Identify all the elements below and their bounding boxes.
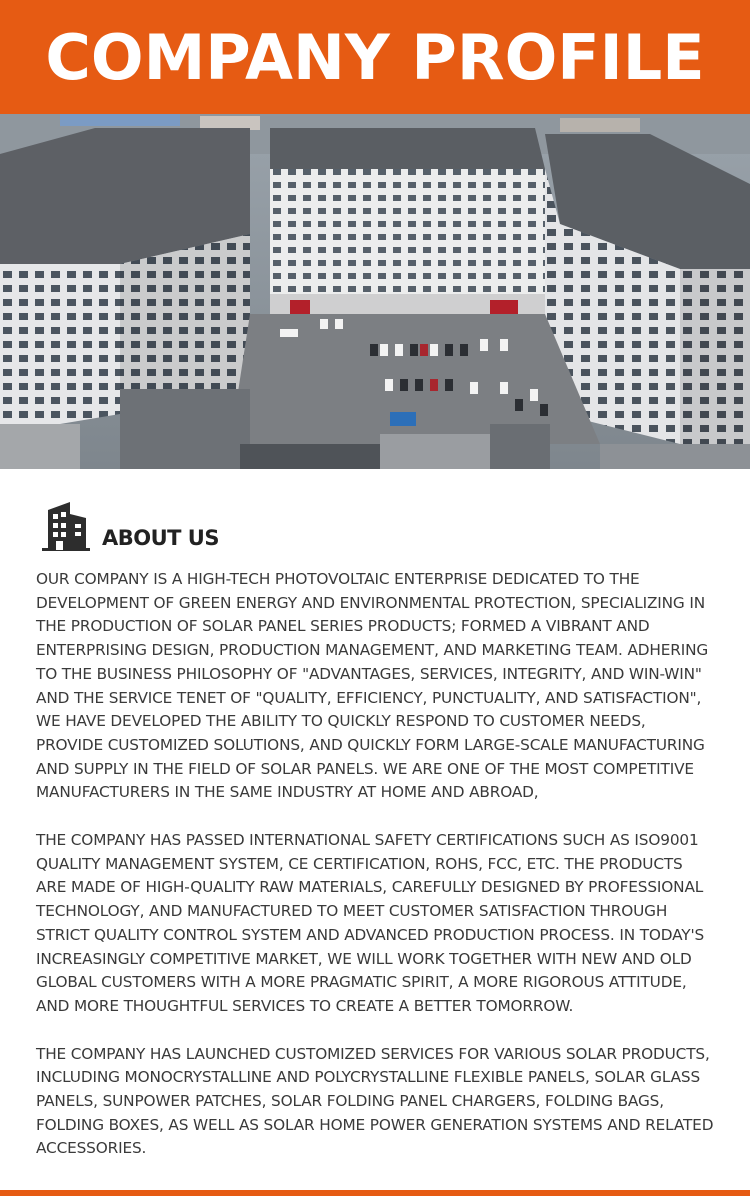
- page-title: COMPANY PROFILE: [45, 20, 705, 94]
- about-content: [36, 568, 716, 1185]
- about-paragraph-2: THE COMPANY HAS PASSED INTERNATIONAL SAFETY CERTIFICATIONS SUCH AS ISO9001 QUALITY MANAGEMENT SYSTEM, CE CERTIFICATION, ROHS, FCC, ETC. THE PRODUCTS ARE MADE OF HIGH-QUALITY RAW MATERIALS, CAREFULLY DESIGNED BY PROFESSIONAL TECHNOLOGY, AND MANUFACTURED TO MEET CUSTOMER SATISFACTION THROUGH STRICT QUALITY CONTROL SYSTEM AND ADVANCED PRODUCTION PROCESS. IN TODAY'S INCREASINGLY COMPETITIVE MARKET, WE WILL WORK TOGETHER WITH NEW AND OLD GLOBAL CUSTOMERS WITH A MORE PRAGMATIC SPIRIT, A MORE RIGOROUS ATTITUDE, AND MORE THOUGHTFUL SERVICES TO CREATE A BETTER TOMORROW.: [36, 831, 705, 1015]
- about-us-heading: [40, 496, 219, 552]
- factory-aerial-photo: [0, 114, 750, 469]
- header-banner: [0, 0, 750, 114]
- bottom-accent-bar: [0, 1190, 750, 1196]
- about-paragraph-1: OUR COMPANY IS A HIGH-TECH PHOTOVOLTAIC ENTERPRISE DEDICATED TO THE DEVELOPMENT OF GREEN ENERGY AND ENVIRONMENTAL PROTECTION, SPECIALIZING IN THE PRODUCTION OF SOLAR PANEL SERIES PRODUCTS; FORMED A VIBRANT AND ENTERPRISING DESIGN, PRODUCTION MANAGEMENT, AND MARKETING TEAM. ADHERING TO THE BUSINESS PHILOSOPHY OF "ADVANTAGES, SERVICES, INTEGRITY, AND WIN-WIN" AND THE SERVICE TENET OF "QUALITY, EFFICIENCY, PUNCTUALITY, AND SATISFACTION", WE HAVE DEVELOPED THE ABILITY TO QUICKLY RESPOND TO CUSTOMER NEEDS, PROVIDE CUSTOMIZED SOLUTIONS, AND QUICKLY FORM LARGE-SCALE MANUFACTURING AND SUPPLY IN THE FIELD OF SOLAR PANELS. WE ARE ONE OF THE MOST COMPETITIVE MANUFACTURERS IN THE SAME INDUSTRY AT HOME AND ABROAD,: [36, 570, 709, 802]
- factory-aerial-illustration: [0, 114, 750, 469]
- about-paragraph-3: THE COMPANY HAS LAUNCHED CUSTOMIZED SERVICES FOR VARIOUS SOLAR PRODUCTS, INCLUDING MONOCRYSTALLINE AND POLYCRYSTALLINE FLEXIBLE PANELS, SOLAR GLASS PANELS, SUNPOWER PATCHES, SOLAR FOLDING PANEL CHARGERS, FOLDING BAGS, FOLDING BOXES, AS WELL AS SOLAR HOME POWER GENERATION SYSTEMS AND RELATED ACCESSORIES.: [36, 1044, 714, 1158]
- office-building-icon: [40, 500, 92, 552]
- about-us-title: ABOUT US: [102, 526, 219, 550]
